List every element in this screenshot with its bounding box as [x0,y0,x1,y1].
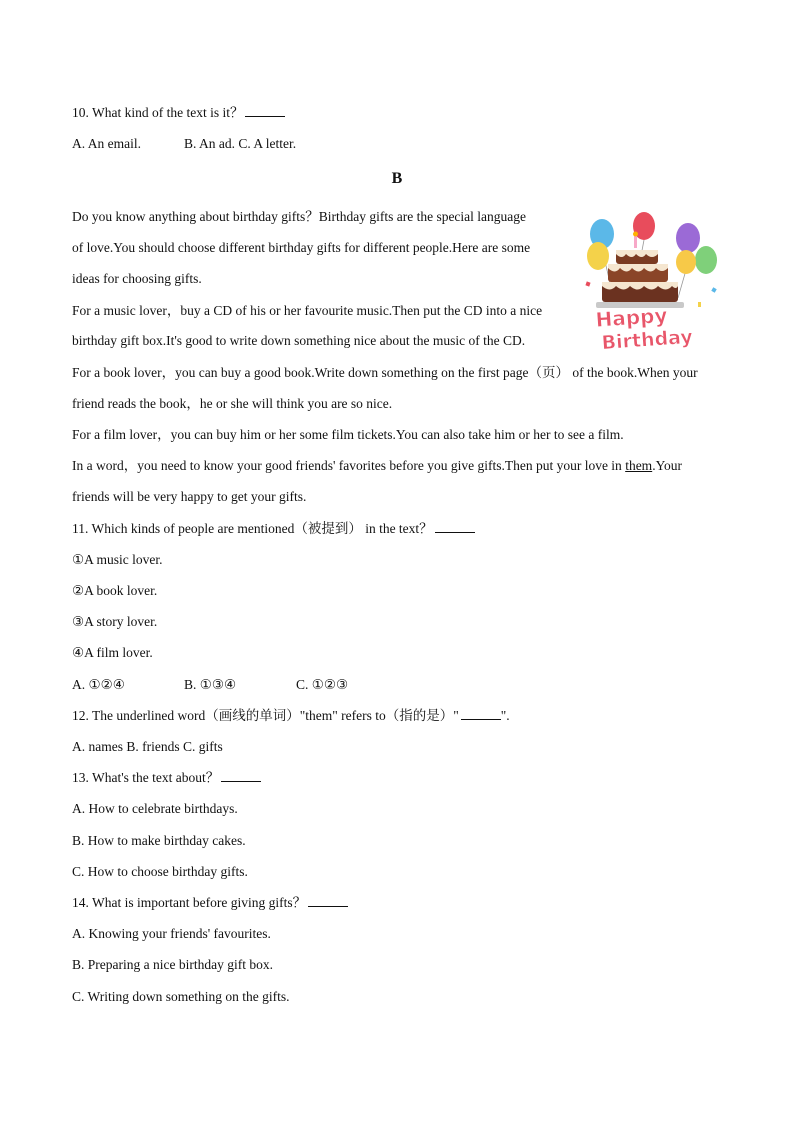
answer-blank[interactable] [221,769,261,782]
passage-line: For a book lover，you can buy a good book.Write down something on the first page（页） of the book.When your [72,365,698,380]
passage-text: In a word，you need to know your good friends' favorites before you give gifts.Then put your love in [72,458,626,473]
underlined-word: them [625,458,653,473]
question-14-stem [72,894,348,912]
question-10-stem [72,104,285,122]
option-b: B. ①③④ [184,677,237,692]
question-13-stem [72,769,261,787]
question-text: 10. What kind of the text is it？ [72,105,244,120]
passage-line: friends will be very happy to get your gifts. [72,489,307,504]
birthday-illustration [578,212,726,352]
option-b-c: B. An ad. C. A letter. [184,136,297,151]
question-11-item: ④A film lover. [72,645,153,660]
passage-line: For a film lover，you can buy him or her some film tickets.You can also take him or her to see a film. [72,427,624,442]
passage-line: Do you know anything about birthday gifts？Birthday gifts are the special language [72,209,527,224]
option-a: A. Knowing your friends' favourites. [72,926,271,941]
passage-line: ideas for choosing gifts. [72,271,202,286]
birthday-text: Birthday [600,325,694,352]
happy-text: Happy [594,302,669,332]
question-11-stem [72,520,475,538]
passage-line: For a music lover，buy a CD of his or her favourite music.Then put the CD into a nice [72,303,543,318]
question-12-stem [72,707,510,725]
question-text: 13. What's the text about？ [72,770,220,785]
passage-text: .Your [652,458,682,473]
option-a: A. An email. [72,136,141,151]
answer-blank[interactable] [308,894,348,907]
option-c: C. Writing down something on the gifts. [72,989,290,1004]
question-text: 11. Which kinds of people are mentioned（被提到） in the text？ [72,521,433,536]
birthday-cake-icon [578,212,726,352]
answer-blank[interactable] [461,707,501,720]
passage-line: birthday gift box.It's good to write down something nice about the music of the CD. [72,333,526,348]
answer-blank[interactable] [435,520,475,533]
option-c: C. How to choose birthday gifts. [72,864,248,879]
section-title: B [391,170,403,187]
question-11-item: ③A story lover. [72,614,158,629]
question-text-end: ". [500,708,510,723]
option-a: A. ①②④ [72,677,125,692]
question-text: 12. The underlined word（画线的单词）"them" refers to（指的是）" [72,708,459,723]
passage-line [72,457,682,475]
question-12-options: A. names B. friends C. gifts [72,739,223,754]
question-11-item: ②A book lover. [72,583,158,598]
answer-blank[interactable] [245,104,285,117]
option-b: B. Preparing a nice birthday gift box. [72,957,273,972]
passage-line: friend reads the book，he or she will think you are so nice. [72,396,393,411]
option-a: A. How to celebrate birthdays. [72,801,238,816]
passage-line: of love.You should choose different birthday gifts for different people.Here are some [72,240,531,255]
option-b: B. How to make birthday cakes. [72,833,246,848]
question-11-item: ①A music lover. [72,552,163,567]
question-text: 14. What is important before giving gifts？ [72,895,307,910]
option-c: C. ①②③ [296,677,349,692]
